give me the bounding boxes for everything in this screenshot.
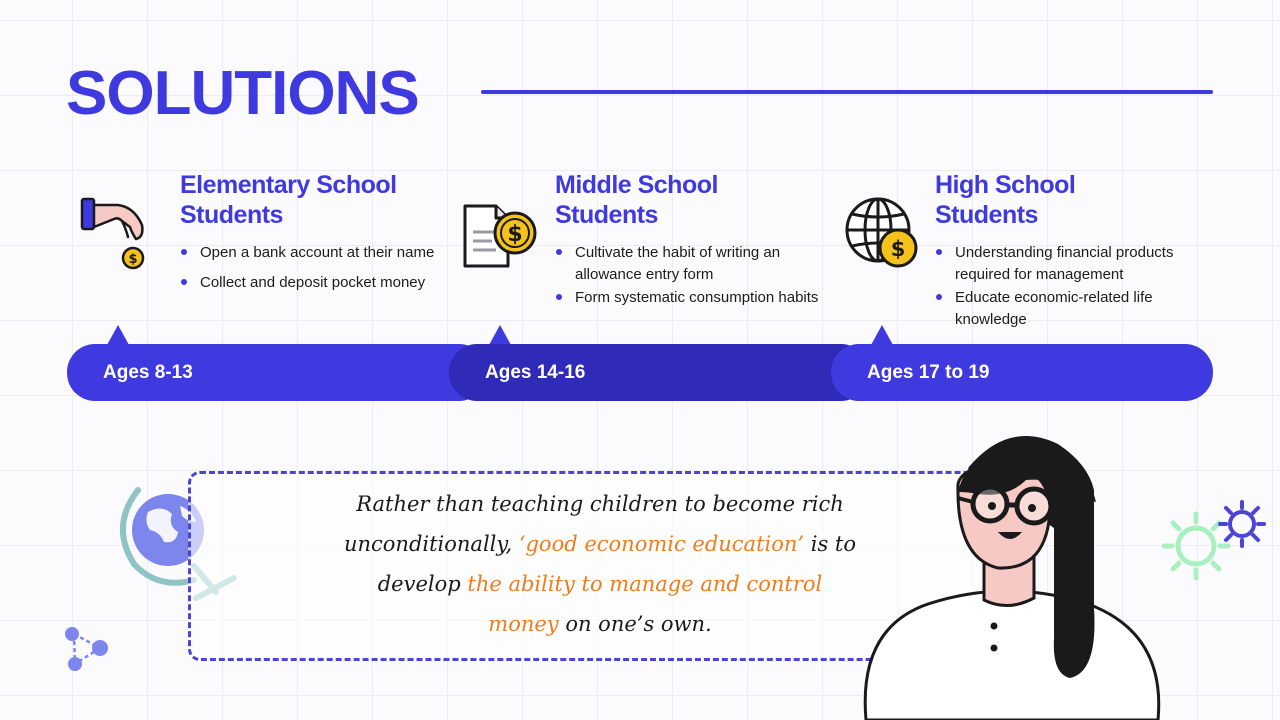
list-item: Understanding financial products required for management: [935, 242, 1195, 286]
bullet-list: [555, 242, 827, 309]
column-elementary: [180, 170, 450, 302]
globe-dollar-icon: [844, 196, 920, 270]
column-heading: Middle School Students: [555, 171, 718, 229]
network-nodes-icon: [62, 624, 114, 674]
quote-text: Rather than teaching children to become rich unconditionally, ‘good economic education’ is to develop the ability to manage and control money on one’s own.: [343, 492, 857, 636]
timeline-segment-ages-8-13: Ages 8-13: [67, 344, 487, 401]
woman-with-glasses-illustration: [858, 428, 1170, 720]
timeline-segment-ages-17-19: Ages 17 to 19: [831, 344, 1213, 401]
gear-icon: [1162, 498, 1270, 580]
page-title: SOLUTIONS: [66, 59, 419, 128]
timeline-pointer: [107, 325, 129, 345]
list-item: Form systematic consumption habits: [555, 287, 827, 309]
column-heading: High School Students: [935, 171, 1076, 229]
list-item: Open a bank account at their name: [180, 242, 450, 264]
bullet-list: [935, 242, 1195, 331]
list-item: Educate economic-related life knowledge: [935, 287, 1195, 331]
timeline-pointer: [871, 325, 893, 345]
svg-text:$: $: [128, 252, 138, 267]
list-item: Collect and deposit pocket money: [180, 272, 450, 294]
svg-text:$: $: [507, 222, 523, 247]
bullet-list: [180, 242, 450, 294]
column-heading: Elementary School Students: [180, 171, 397, 229]
title-divider: [481, 90, 1213, 94]
list-item: Cultivate the habit of writing an allowance entry form: [555, 242, 827, 286]
column-middle: [555, 170, 827, 310]
timeline-segment-ages-14-16: Ages 14-16: [449, 344, 869, 401]
column-high: [935, 170, 1195, 332]
timeline-pointer: [489, 325, 511, 345]
svg-text:$: $: [890, 237, 906, 261]
hand-coin-icon: [78, 193, 152, 273]
document-dollar-icon: [462, 196, 540, 270]
